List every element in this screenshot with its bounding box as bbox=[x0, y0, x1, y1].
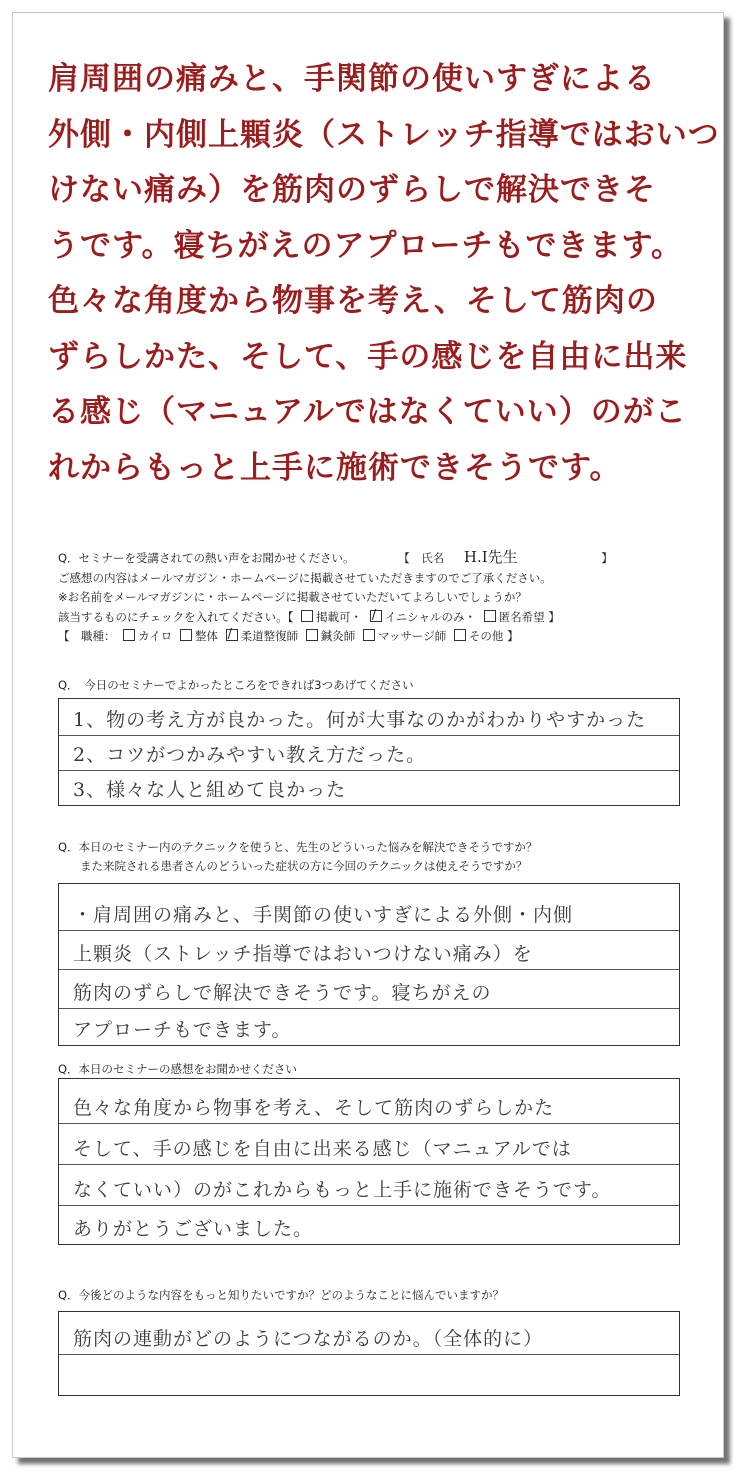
answer-text: 筋肉のずらしで解決できそうです。寝ちがえの bbox=[73, 982, 492, 1004]
answer-row bbox=[59, 931, 679, 970]
answer-text: アプローチもできます。 bbox=[73, 1019, 292, 1041]
answer-row bbox=[59, 1009, 679, 1045]
question-3: Q．本日のセミナーの感想をお聞かせください bbox=[58, 1062, 298, 1076]
massage-checkbox[interactable] bbox=[363, 629, 375, 641]
headline-line: うです。寝ちがえのアプローチもできます。 bbox=[48, 227, 684, 264]
form-intro bbox=[58, 548, 678, 647]
name-value: H.I先生 bbox=[463, 548, 518, 566]
answer-text: 3、様々な人と組めて良かった bbox=[73, 779, 347, 801]
intro-question: Q．セミナーを受講されての熱い声をお聞かせください。 bbox=[58, 551, 355, 565]
answer-row bbox=[59, 699, 679, 736]
answer-row bbox=[59, 771, 679, 805]
answer-text: 筋肉の連動がどのようにつながるのか。（全体的に） bbox=[73, 1328, 544, 1350]
name-close-bracket: 】 bbox=[601, 551, 613, 565]
massage-label: マッサージ師 bbox=[377, 629, 447, 643]
headline-line: 肩周囲の痛みと、手関節の使いすぎによる bbox=[48, 61, 656, 97]
answer-2-box bbox=[58, 883, 680, 1046]
answer-row bbox=[59, 970, 679, 1009]
job-label: 【 職種： bbox=[58, 629, 116, 643]
answer-row bbox=[59, 884, 679, 931]
testimonial-headline bbox=[48, 52, 720, 496]
other-label: その他 bbox=[468, 629, 504, 643]
headline-line: 色々な角度から物事を考え、そして筋肉の bbox=[48, 283, 658, 319]
answer-text: 2、コツがつかみやすい教え方だった。 bbox=[73, 744, 427, 766]
name-open-bracket: 【 氏名 bbox=[398, 551, 445, 565]
headline-line: 外側・内側上顆炎（ストレッチ指導ではおいつ bbox=[48, 116, 720, 153]
headline-line: れからもっと上手に施術できそうです。 bbox=[48, 449, 622, 486]
answer-row bbox=[59, 736, 679, 771]
seitai-label: 整体 bbox=[194, 629, 218, 643]
initials-only-label: イニシャルのみ・ bbox=[384, 609, 477, 624]
question-4: Q．今後どのような内容をもっと知りたいですか？どのようなことに悩んでいますか？ bbox=[58, 1288, 505, 1302]
initials-only-checkbox[interactable] bbox=[370, 610, 382, 622]
answer-row bbox=[59, 1206, 679, 1244]
answer-4-box bbox=[58, 1311, 680, 1396]
anonymous-checkbox[interactable] bbox=[484, 610, 496, 622]
check-line-close: 】 bbox=[548, 609, 560, 624]
publish-ok-label: 掲載可・ bbox=[316, 609, 363, 624]
survey-form bbox=[58, 548, 678, 1350]
answer-1-box bbox=[58, 698, 680, 806]
seitai-checkbox[interactable] bbox=[180, 629, 192, 641]
publish-options bbox=[58, 608, 678, 628]
anonymous-label: 匿名希望 bbox=[498, 609, 545, 624]
answer-text: そして、手の感じを自由に出来る感じ（マニュアルでは bbox=[73, 1138, 572, 1160]
acupuncture-checkbox[interactable] bbox=[306, 629, 318, 641]
job-options bbox=[58, 627, 678, 647]
headline-line: けない痛み）を筋肉のずらしで解決できそ bbox=[48, 172, 656, 208]
notice-line: ※お名前をメールマガジンに・ホームページに掲載させていただいてよろしいでしょうか？ bbox=[58, 590, 527, 604]
answer-row bbox=[59, 1079, 679, 1124]
answer-text: ありがとうございました。 bbox=[73, 1218, 314, 1240]
chiro-label: カイロ bbox=[138, 629, 173, 643]
question-2: Q．本日のセミナー内のテクニックを使うと、先生のどういった悩みを解決できそうですか？ bbox=[58, 840, 538, 854]
question-1: Q． 今日のセミナーでよかったところをできれば3つあげてください bbox=[58, 678, 414, 692]
chiro-checkbox[interactable] bbox=[123, 629, 135, 641]
headline-line: る感じ（マニュアルではなくていい）のがこ bbox=[48, 394, 687, 430]
judo-therapist-checkbox[interactable] bbox=[226, 629, 238, 641]
publish-ok-checkbox[interactable] bbox=[301, 610, 313, 622]
check-line-label: 該当するものにチェックを入れてください。【 bbox=[58, 609, 294, 624]
job-close: 】 bbox=[507, 629, 519, 643]
answer-row bbox=[59, 1165, 679, 1206]
headline-line: ずらしかた、そして、手の感じを自由に出来 bbox=[48, 338, 688, 375]
notice-line: ご感想の内容はメールマガジン・ホームページに掲載させていただきますのでご了承ください。 bbox=[58, 570, 552, 585]
answer-row bbox=[59, 1124, 679, 1165]
acupuncture-label: 鍼灸師 bbox=[320, 629, 356, 643]
answer-row bbox=[59, 1355, 679, 1395]
answer-text: 1、物の考え方が良かった。何が大事なのかがわかりやすかった bbox=[73, 709, 647, 731]
answer-text: ・肩周囲の痛みと、手関節の使いすぎによる外側・内側 bbox=[73, 904, 574, 926]
answer-text: 色々な角度から物事を考え、そして筋肉のずらしかた bbox=[73, 1097, 555, 1119]
answer-text: 上顆炎（ストレッチ指導ではおいつけない痛み）を bbox=[73, 943, 533, 965]
answer-3-box bbox=[58, 1078, 680, 1245]
question-2-sub: また来院される患者さんのどういった症状の方に今回のテクニックは使えそうですか？ bbox=[80, 859, 528, 873]
other-checkbox[interactable] bbox=[454, 629, 466, 641]
answer-row bbox=[59, 1312, 679, 1355]
judo-therapist-label: 柔道整復師 bbox=[240, 629, 299, 643]
answer-text: なくていい）のがこれからもっと上手に施術できそうです。 bbox=[73, 1179, 612, 1201]
